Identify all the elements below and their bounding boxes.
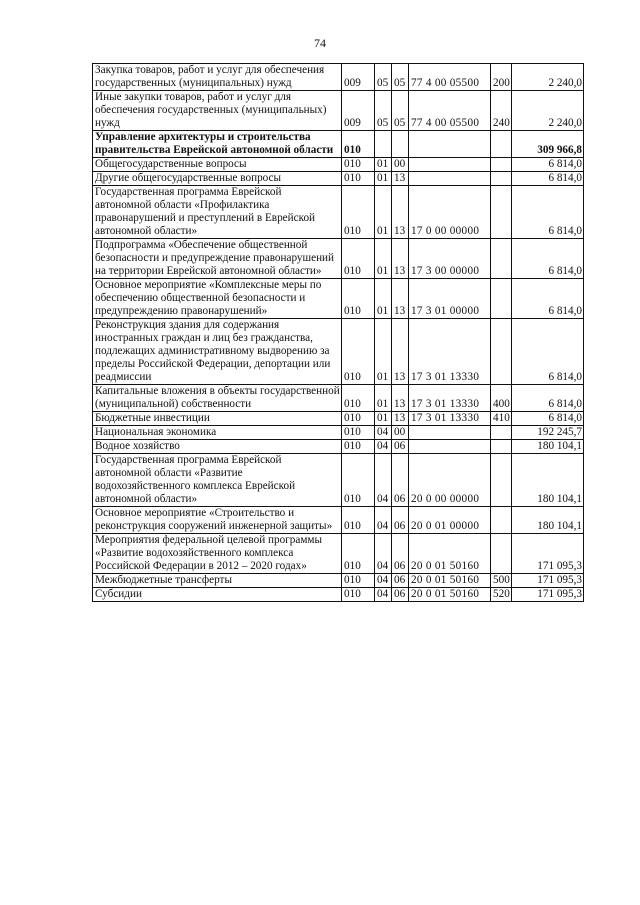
row-name: Общегосударственные вопросы — [93, 158, 342, 172]
table-row — [93, 319, 584, 385]
section-code — [375, 131, 392, 158]
department-code: 010 — [342, 279, 375, 319]
subsection-code: 05 — [392, 64, 409, 91]
department-code: 010 — [342, 172, 375, 186]
table-row — [93, 279, 584, 319]
target-article-code — [409, 158, 491, 172]
table-row — [93, 574, 584, 588]
amount: 192 245,7 — [512, 426, 584, 440]
subsection-code: 13 — [392, 186, 409, 239]
section-code: 01 — [375, 412, 392, 426]
table-row — [93, 91, 584, 131]
department-code: 010 — [342, 412, 375, 426]
section-code: 04 — [375, 534, 392, 574]
subsection-code: 00 — [392, 158, 409, 172]
target-article-code: 20 0 01 50160 — [409, 588, 491, 602]
subsection-code: 00 — [392, 426, 409, 440]
table-row — [93, 385, 584, 412]
target-article-code: 17 3 01 00000 — [409, 279, 491, 319]
department-code: 010 — [342, 534, 375, 574]
target-article-code: 17 3 00 00000 — [409, 239, 491, 279]
expense-type-code: 410 — [491, 412, 512, 426]
subsection-code: 06 — [392, 507, 409, 534]
expense-type-code — [491, 186, 512, 239]
target-article-code: 20 0 00 00000 — [409, 454, 491, 507]
department-code: 010 — [342, 319, 375, 385]
table-row — [93, 64, 584, 91]
section-code: 04 — [375, 440, 392, 454]
row-name: Межбюджетные трансферты — [93, 574, 342, 588]
row-name: Управление архитектуры и строительства правительства Еврейской автономной области — [93, 131, 342, 158]
section-code: 01 — [375, 172, 392, 186]
amount: 309 966,8 — [512, 131, 584, 158]
row-name: Субсидии — [93, 588, 342, 602]
table-row — [93, 158, 584, 172]
row-name: Государственная программа Еврейской автономной области «Профилактика правонарушений и преступлений в Еврейской автономной области» — [93, 186, 342, 239]
amount: 6 814,0 — [512, 239, 584, 279]
expense-type-code — [491, 507, 512, 534]
subsection-code: 06 — [392, 454, 409, 507]
expense-type-code — [491, 172, 512, 186]
amount: 171 095,3 — [512, 574, 584, 588]
amount: 180 104,1 — [512, 440, 584, 454]
subsection-code: 13 — [392, 239, 409, 279]
expense-type-code — [491, 440, 512, 454]
department-code: 009 — [342, 91, 375, 131]
target-article-code — [409, 426, 491, 440]
amount: 180 104,1 — [512, 454, 584, 507]
subsection-code: 06 — [392, 574, 409, 588]
amount: 6 814,0 — [512, 172, 584, 186]
expense-type-code — [491, 279, 512, 319]
subsection-code: 06 — [392, 534, 409, 574]
amount: 6 814,0 — [512, 319, 584, 385]
expense-type-code — [491, 131, 512, 158]
section-code: 01 — [375, 186, 392, 239]
row-name: Государственная программа Еврейской автономной области «Развитие водохозяйственного комплекса Еврейской автономной области» — [93, 454, 342, 507]
row-name: Закупка товаров, работ и услуг для обеспечения государственных (муниципальных) нужд — [93, 64, 342, 91]
subsection-code: 13 — [392, 172, 409, 186]
section-code: 04 — [375, 574, 392, 588]
section-code: 05 — [375, 64, 392, 91]
table-row — [93, 239, 584, 279]
table-row — [93, 507, 584, 534]
row-name: Основное мероприятие «Строительство и реконструкция сооружений инженерной защиты» — [93, 507, 342, 534]
expense-type-code — [491, 534, 512, 574]
table-row — [93, 131, 584, 158]
expense-type-code: 520 — [491, 588, 512, 602]
department-code: 009 — [342, 64, 375, 91]
page-number: 74 — [314, 36, 326, 50]
target-article-code: 77 4 00 05500 — [409, 91, 491, 131]
expense-type-code: 200 — [491, 64, 512, 91]
table-row — [93, 534, 584, 574]
amount: 171 095,3 — [512, 588, 584, 602]
expense-type-code — [491, 158, 512, 172]
target-article-code: 20 0 01 50160 — [409, 574, 491, 588]
budget-table — [92, 63, 584, 602]
amount: 6 814,0 — [512, 385, 584, 412]
section-code: 01 — [375, 239, 392, 279]
department-code: 010 — [342, 186, 375, 239]
section-code: 01 — [375, 385, 392, 412]
section-code: 04 — [375, 588, 392, 602]
budget-rows — [93, 64, 584, 602]
department-code: 010 — [342, 507, 375, 534]
target-article-code: 20 0 01 00000 — [409, 507, 491, 534]
subsection-code: 06 — [392, 588, 409, 602]
department-code: 010 — [342, 239, 375, 279]
target-article-code: 20 0 01 50160 — [409, 534, 491, 574]
target-article-code — [409, 172, 491, 186]
subsection-code — [392, 131, 409, 158]
table-row — [93, 440, 584, 454]
row-name: Основное мероприятие «Комплексные меры по обеспечению общественной безопасности и предупреждению правонарушений» — [93, 279, 342, 319]
row-name: Подпрограмма «Обеспечение общественной безопасности и предупреждение правонарушений на территории Еврейской автономной области» — [93, 239, 342, 279]
department-code: 010 — [342, 574, 375, 588]
expense-type-code: 240 — [491, 91, 512, 131]
department-code: 010 — [342, 454, 375, 507]
subsection-code: 13 — [392, 385, 409, 412]
table-row — [93, 186, 584, 239]
department-code: 010 — [342, 426, 375, 440]
amount: 6 814,0 — [512, 186, 584, 239]
table-row — [93, 454, 584, 507]
expense-type-code — [491, 319, 512, 385]
department-code: 010 — [342, 588, 375, 602]
section-code: 01 — [375, 279, 392, 319]
row-name: Мероприятия федеральной целевой программы «Развитие водохозяйственного комплекса Российской Федерации в 2012 – 2020 годах» — [93, 534, 342, 574]
section-code: 04 — [375, 454, 392, 507]
section-code: 01 — [375, 158, 392, 172]
target-article-code: 77 4 00 05500 — [409, 64, 491, 91]
row-name: Реконструкция здания для содержания иностранных граждан и лиц без гражданства, подлежащих административному выдворению за пределы Российской Федерации, депортации или реадмиссии — [93, 319, 342, 385]
row-name: Иные закупки товаров, работ и услуг для обеспечения государственных (муниципальных) нужд — [93, 91, 342, 131]
row-name: Бюджетные инвестиции — [93, 412, 342, 426]
target-article-code: 17 0 00 00000 — [409, 186, 491, 239]
expense-type-code — [491, 239, 512, 279]
target-article-code: 17 3 01 13330 — [409, 319, 491, 385]
row-name: Водное хозяйство — [93, 440, 342, 454]
section-code: 01 — [375, 319, 392, 385]
table-row — [93, 426, 584, 440]
row-name: Другие общегосударственные вопросы — [93, 172, 342, 186]
subsection-code: 13 — [392, 279, 409, 319]
target-article-code: 17 3 01 13330 — [409, 385, 491, 412]
amount: 6 814,0 — [512, 158, 584, 172]
amount: 6 814,0 — [512, 412, 584, 426]
amount: 6 814,0 — [512, 279, 584, 319]
table-row — [93, 412, 584, 426]
section-code: 04 — [375, 426, 392, 440]
row-name: Национальная экономика — [93, 426, 342, 440]
amount: 180 104,1 — [512, 507, 584, 534]
amount: 2 240,0 — [512, 91, 584, 131]
expense-type-code: 400 — [491, 385, 512, 412]
subsection-code: 13 — [392, 319, 409, 385]
section-code: 05 — [375, 91, 392, 131]
expense-type-code: 500 — [491, 574, 512, 588]
department-code: 010 — [342, 131, 375, 158]
target-article-code — [409, 131, 491, 158]
row-name: Капитальные вложения в объекты государственной (муниципальной) собственности — [93, 385, 342, 412]
expense-type-code — [491, 426, 512, 440]
table-row — [93, 172, 584, 186]
subsection-code: 06 — [392, 440, 409, 454]
table-row — [93, 588, 584, 602]
target-article-code — [409, 440, 491, 454]
amount: 2 240,0 — [512, 64, 584, 91]
subsection-code: 05 — [392, 91, 409, 131]
department-code: 010 — [342, 385, 375, 412]
subsection-code: 13 — [392, 412, 409, 426]
target-article-code: 17 3 01 13330 — [409, 412, 491, 426]
department-code: 010 — [342, 158, 375, 172]
section-code: 04 — [375, 507, 392, 534]
department-code: 010 — [342, 440, 375, 454]
expense-type-code — [491, 454, 512, 507]
amount: 171 095,3 — [512, 534, 584, 574]
